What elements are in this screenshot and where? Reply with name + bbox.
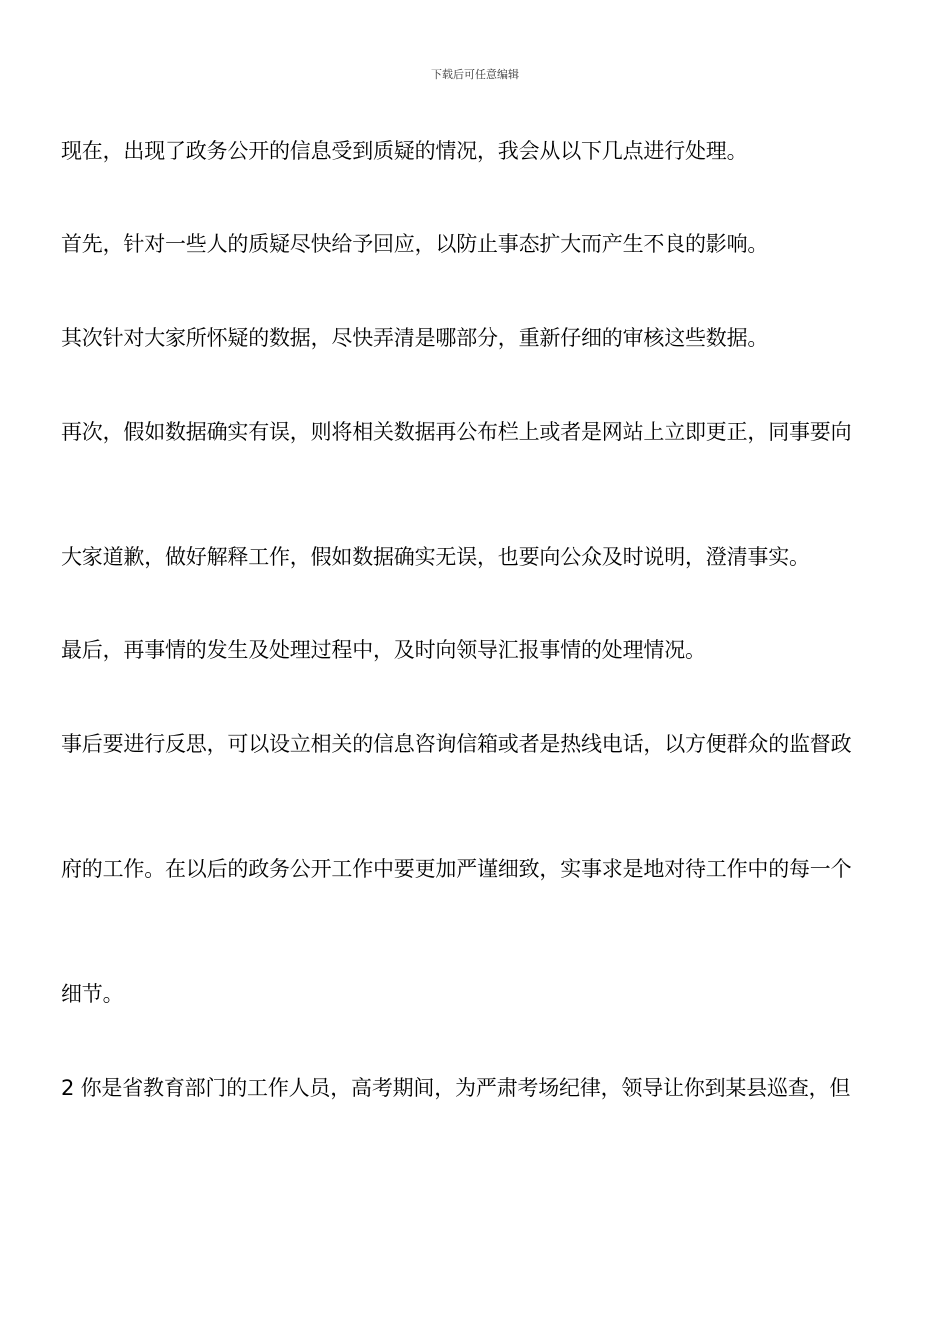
question-line: 2 你是省教育部门的工作人员，高考期间，为严肃考场纪律，领导让你到某县巡查，但 bbox=[61, 1076, 851, 1100]
paragraph-line: 府的工作。在以后的政务公开工作中要更加严谨细致，实事求是地对待工作中的每一个 bbox=[61, 857, 852, 881]
paragraph-line: 现在，出现了政务公开的信息受到质疑的情况，我会从以下几点进行处理。 bbox=[61, 139, 748, 163]
paragraph-line: 大家道歉，做好解释工作，假如数据确实无误，也要向公众及时说明，澄清事实。 bbox=[61, 545, 810, 569]
header-note: 下载后可任意编辑 bbox=[431, 68, 519, 81]
paragraph-line: 首先，针对一些人的质疑尽快给予回应，以防止事态扩大而产生不良的影响。 bbox=[61, 232, 769, 256]
paragraph-line: 细节。 bbox=[61, 982, 124, 1006]
paragraph-line: 其次针对大家所怀疑的数据，尽快弄清是哪部分，重新仔细的审核这些数据。 bbox=[61, 326, 769, 350]
paragraph-line: 事后要进行反思，可以设立相关的信息咨询信箱或者是热线电话，以方便群众的监督政 bbox=[61, 732, 852, 756]
paragraph-line: 最后，再事情的发生及处理过程中，及时向领导汇报事情的处理情况。 bbox=[61, 638, 706, 662]
paragraph-line: 再次，假如数据确实有误，则将相关数据再公布栏上或者是网站上立即更正，同事要向 bbox=[61, 420, 852, 444]
